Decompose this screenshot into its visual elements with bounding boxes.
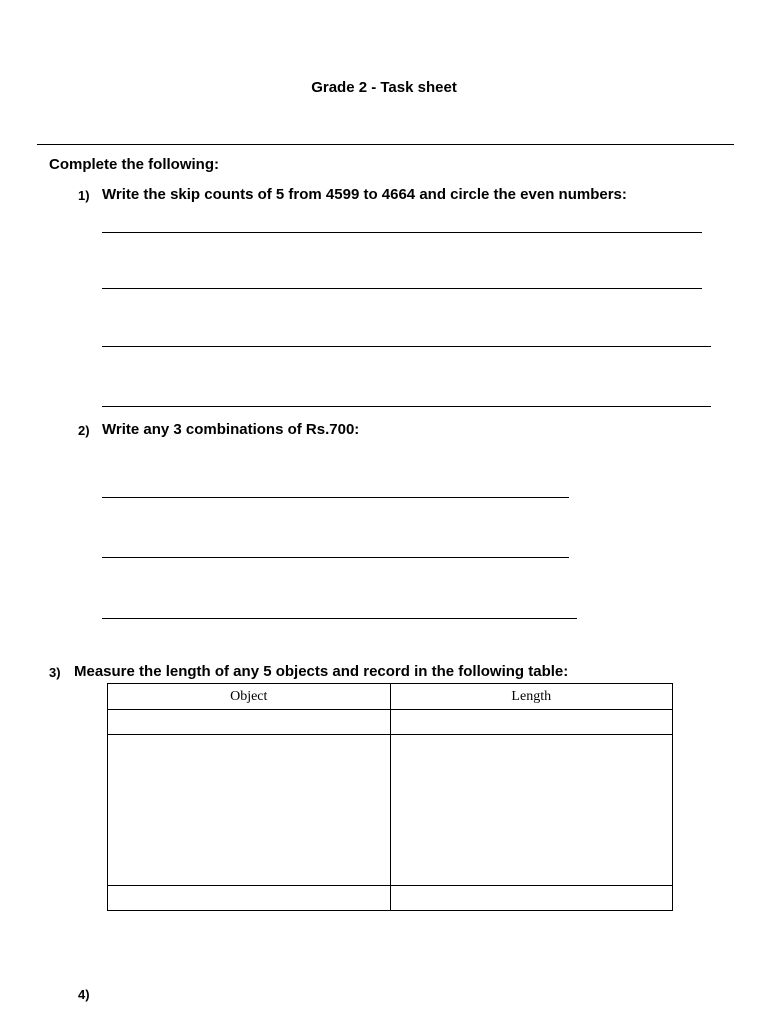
question-1-number: 1)	[78, 188, 90, 203]
table-cell[interactable]	[108, 886, 391, 911]
question-2-number: 2)	[78, 423, 90, 438]
table-row	[108, 886, 673, 911]
table-row	[108, 735, 673, 886]
column-header-length: Length	[390, 684, 673, 710]
table-cell[interactable]	[108, 710, 391, 735]
table-cell[interactable]	[390, 886, 673, 911]
question-3-number: 3)	[49, 665, 61, 680]
question-2-text: Write any 3 combinations of Rs.700:	[102, 421, 360, 438]
answer-line[interactable]	[102, 618, 577, 619]
question-1-text: Write the skip counts of 5 from 4599 to 4664 and circle the even numbers:	[102, 186, 627, 203]
answer-line[interactable]	[102, 346, 711, 347]
table-header-row	[108, 684, 673, 710]
table-cell[interactable]	[390, 710, 673, 735]
column-header-object: Object	[108, 684, 391, 710]
answer-line[interactable]	[102, 288, 702, 289]
table-cell[interactable]	[108, 735, 391, 886]
answer-line[interactable]	[102, 406, 711, 407]
answer-line[interactable]	[102, 232, 702, 233]
instruction-heading: Complete the following:	[49, 156, 219, 173]
table-row	[108, 710, 673, 735]
question-3-text: Measure the length of any 5 objects and record in the following table:	[74, 663, 569, 680]
question-4-number: 4)	[78, 987, 90, 1002]
measurement-table	[107, 683, 673, 911]
table-cell[interactable]	[390, 735, 673, 886]
page-title: Grade 2 - Task sheet	[311, 79, 457, 96]
answer-line[interactable]	[102, 557, 569, 558]
answer-line[interactable]	[102, 497, 569, 498]
title-divider	[37, 144, 734, 145]
